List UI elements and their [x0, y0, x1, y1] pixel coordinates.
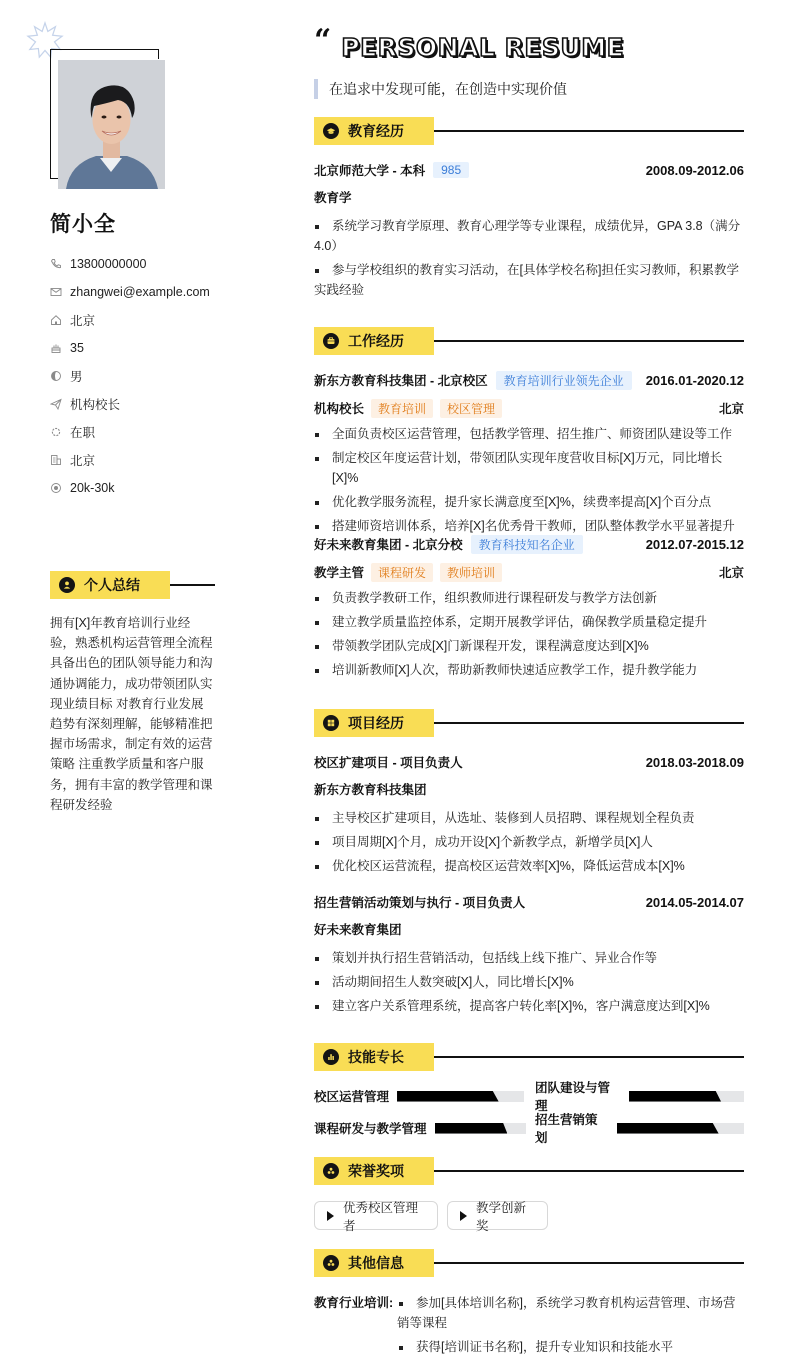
section-rule [434, 130, 744, 131]
company-name: 好未来教育集团 - 北京分校 [314, 538, 463, 552]
project-name: 招生营销活动策划与执行 - 项目负责人 [314, 896, 526, 910]
section-skills [314, 1043, 744, 1071]
project-name: 校区扩建项目 - 项目负责人 [314, 756, 463, 770]
section-header-other: 其他信息 [314, 1249, 744, 1277]
motto: 在追求中发现可能，在创造中实现价值 [314, 79, 567, 99]
role-tag: 教育培训 [371, 399, 433, 418]
bullet-item: 制定校区年度运营计划，带领团队实现年度营收目标[X]万元，同比增长[X]% [314, 448, 744, 488]
bullet-item: 搭建师资培训体系，培养[X]名优秀骨干教师，团队整体教学水平显著提升 [314, 516, 744, 536]
section-header-summary: 个人总结 [50, 571, 215, 599]
bar-chart-icon [323, 1049, 339, 1065]
job-role: 教学主管 [314, 566, 365, 580]
project-item [314, 752, 744, 880]
bullet-item: 带领教学团队完成[X]门新课程开发，课程满意度达到[X]% [314, 636, 744, 656]
section-header-skills: 技能专长 [314, 1043, 744, 1071]
skill-item: 校区运营管理 [314, 1088, 524, 1104]
section-rule [434, 340, 744, 341]
work-item [314, 534, 744, 684]
project-date: 2018.03-2018.09 [645, 754, 744, 770]
contact-info-list [50, 250, 210, 502]
user-icon [59, 577, 75, 593]
info-location: 北京 [50, 306, 210, 334]
bullet-item: 活动期间招生人数突破[X]人，同比增长[X]% [314, 972, 744, 992]
info-city: 北京 [50, 446, 210, 474]
bullet-item: 项目周期[X]个月，成功开设[X]个新教学点，新增学员[X]人 [314, 832, 744, 852]
school-name: 北京师范大学 - 本科 [314, 164, 426, 178]
project-item [314, 892, 744, 1020]
info-phone: 13800000000 [50, 250, 210, 278]
section-rule [170, 584, 215, 585]
quote-mark-icon: “ [314, 23, 332, 58]
bullet-item: 负责教学教研工作，组织教师进行课程研发与教学方法创新 [314, 588, 744, 608]
send-icon [50, 398, 62, 410]
role-tag: 校区管理 [440, 399, 502, 418]
candidate-name: 简小全 [50, 213, 116, 236]
education-date: 2008.09-2012.06 [645, 162, 744, 178]
bullet-item: 策划并执行招生营销活动，包括线上线下推广、异业合作等 [314, 948, 744, 968]
company-tag: 教育科技知名企业 [471, 535, 583, 554]
work-item [314, 370, 744, 540]
work-bullets [314, 588, 744, 680]
section-rule [434, 1056, 744, 1057]
portrait-icon [58, 60, 165, 189]
resume-title [314, 23, 625, 68]
skill-item: 团队建设与管理 [535, 1088, 744, 1104]
bullet-item: 建立教学质量监控体系，定期开展教学评估，确保教学质量稳定提升 [314, 612, 744, 632]
gender-icon [50, 370, 62, 382]
award-chip: 教学创新奖 [447, 1201, 548, 1230]
skill-bar [397, 1091, 524, 1102]
skill-bar [629, 1091, 744, 1102]
award-icon [323, 1163, 339, 1179]
role-tag: 课程研发 [371, 563, 433, 582]
building-icon [50, 454, 62, 466]
status-icon [50, 426, 62, 438]
section-rule [434, 1170, 744, 1171]
play-triangle-icon [327, 1211, 334, 1221]
work-date: 2016.01-2020.12 [645, 372, 744, 388]
bullet-item: 获得[培训证书名称]，提升专业知识和技能水平 [397, 1337, 744, 1357]
project-date: 2014.05-2014.07 [645, 894, 744, 910]
skill-bar [435, 1123, 526, 1134]
bullet-item: 优化教学服务流程，提升家长满意度至[X]%，续费率提高[X]个百分点 [314, 492, 744, 512]
info-position: 机构校长 [50, 390, 210, 418]
info-email: zhangwei@example.com [50, 278, 210, 306]
work-bullets [314, 424, 744, 536]
education-bullets [314, 216, 744, 300]
title-text: PERSONAL RESUME [341, 33, 625, 62]
section-rule [434, 722, 744, 723]
section-header-awards: 荣誉奖项 [314, 1157, 744, 1185]
award-chip: 优秀校区管理者 [314, 1201, 438, 1230]
section-awards [314, 1157, 744, 1185]
education-item [314, 160, 744, 304]
section-header-education: 教育经历 [314, 117, 744, 145]
bullet-item: 主导校区扩建项目，从选址、装修到人员招聘、课程规划全程负责 [314, 808, 744, 828]
work-location: 北京 [718, 566, 744, 580]
phone-icon [50, 258, 62, 270]
info-gender: 男 [50, 362, 210, 390]
skill-item: 课程研发与教学管理 [314, 1120, 526, 1136]
company-name: 新东方教育科技集团 - 北京校区 [314, 374, 488, 388]
mail-icon [50, 286, 62, 298]
summary-text: 拥有[X]年教育培训行业经验，熟悉机构运营管理全流程 具备出色的团队领导能力和沟通协调能力，成功带领团队实现业绩目标 对教育行业发展趋势有深刻理解，能够精准把握市场需求，制定有效的运营策略 注重教学质量和客户服务，拥有丰富的教学管理和课程研发经验 [50, 616, 213, 812]
info-status: 在职 [50, 418, 210, 446]
bullet-item: 培训新教师[X]人次，帮助新教师快速适应教学工作，提升教学能力 [314, 660, 744, 680]
role-tag: 教师培训 [440, 563, 502, 582]
grid-icon [323, 715, 339, 731]
skill-bar [617, 1123, 744, 1134]
cake-icon [50, 342, 62, 354]
work-date: 2012.07-2015.12 [645, 536, 744, 552]
work-location: 北京 [718, 402, 744, 416]
skill-item: 招生营销策划 [535, 1120, 744, 1136]
bullet-item: 建立客户关系管理系统，提高客户转化率[X]%，客户满意度达到[X]% [314, 996, 744, 1016]
project-bullets [314, 808, 744, 876]
bullet-item: 全面负责校区运营管理，包括教学管理、招生推广、师资团队建设等工作 [314, 424, 744, 444]
home-icon [50, 314, 62, 326]
section-projects [314, 709, 744, 1013]
section-header-projects: 项目经历 [314, 709, 744, 737]
section-header-work: 工作经历 [314, 327, 744, 355]
play-triangle-icon [460, 1211, 467, 1221]
info-age: 35 [50, 334, 210, 362]
section-work [314, 327, 744, 677]
project-bullets [314, 948, 744, 1016]
project-org: 新东方教育科技集团 [314, 783, 427, 797]
bullet-item: 参与学校组织的教育实习活动，在[具体学校名称]担任实习教师，积累教学实践经验 [314, 260, 744, 300]
job-role: 机构校长 [314, 402, 365, 416]
school-tag: 985 [433, 162, 469, 178]
major: 教育学 [314, 191, 352, 205]
avatar-photo [58, 60, 165, 189]
section-education [314, 117, 744, 297]
project-org: 好未来教育集团 [314, 923, 402, 937]
section-other [314, 1249, 744, 1277]
bullet-item: 优化校区运营流程，提高校区运营效率[X]%，降低运营成本[X]% [314, 856, 744, 876]
salary-icon [50, 482, 62, 494]
other-label: 教育行业培训: [314, 1296, 394, 1310]
company-tag: 教育培训行业领先企业 [496, 371, 632, 390]
section-rule [434, 1262, 744, 1263]
bullet-item: 参加[具体培训名称]，系统学习教育机构运营管理、市场营销等课程 [397, 1293, 744, 1333]
bullet-item: 系统学习教育学原理、教育心理学等专业课程，成绩优异，GPA 3.8（满分4.0） [314, 216, 744, 256]
briefcase-icon [323, 333, 339, 349]
other-bullets [397, 1293, 744, 1361]
sidebar [0, 0, 260, 1365]
info-icon [323, 1255, 339, 1271]
info-salary: 20k-30k [50, 474, 210, 502]
graduation-cap-icon [323, 123, 339, 139]
